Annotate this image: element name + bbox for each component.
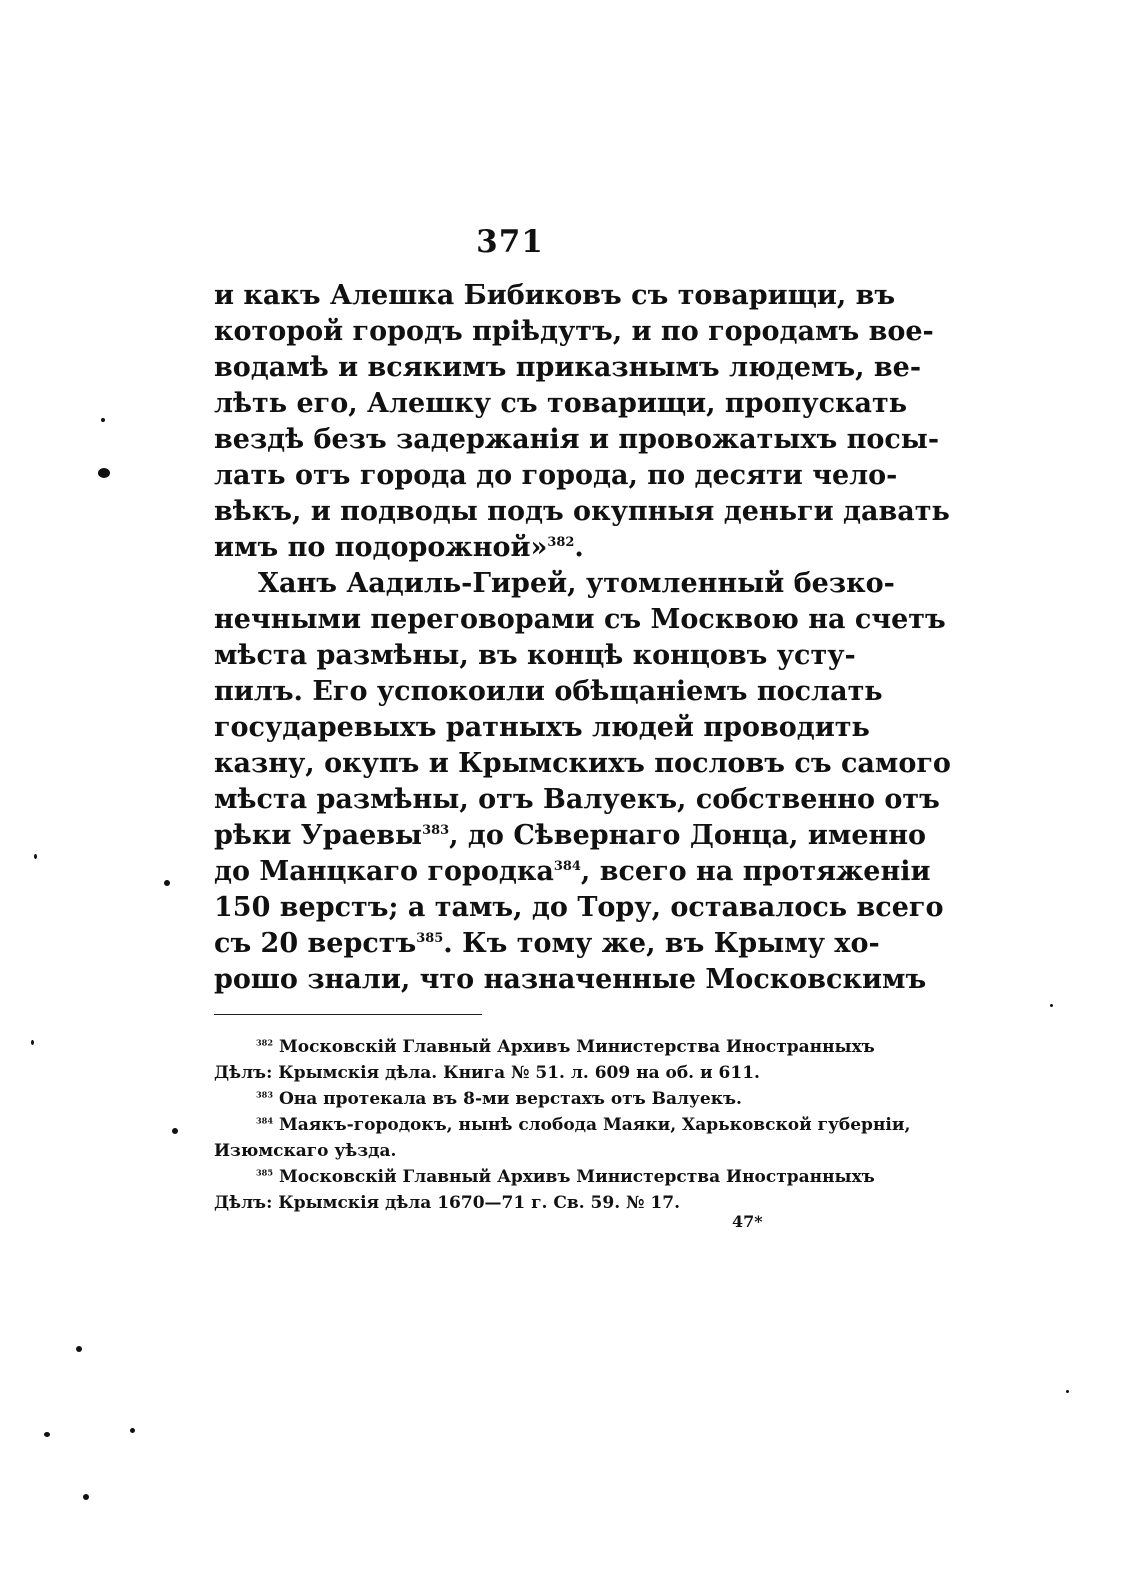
text-line: рошо знали, что назначенные Московскимъ xyxy=(214,964,927,995)
scan-speck xyxy=(130,1428,135,1433)
footnote-ref-383: 383 xyxy=(422,823,450,838)
footnote-mark: 383 xyxy=(256,1089,274,1100)
footnote-text: Московскiй Главный Архивъ Министерства Иностранныхъ xyxy=(278,1167,875,1187)
text-segment: , всего на протяженiи xyxy=(580,856,931,887)
main-text xyxy=(214,278,951,998)
text-segment: до Манцкаго городка xyxy=(214,856,554,887)
text-line: и какъ Алешка Бибиковъ съ товарищи, въ xyxy=(214,280,896,311)
footnote-text: Дѣлъ: Крымскiя дѣла 1670—71 г. Св. 59. № 17. xyxy=(214,1193,681,1213)
footnote-text: Она протекала въ 8-ми верстахъ отъ Валуекъ. xyxy=(278,1089,742,1109)
footnote-text: Маякъ-городокъ, нынѣ слобода Маяки, Харьковской губернiи, xyxy=(278,1115,911,1135)
scan-speck xyxy=(44,1432,50,1437)
text-line: водамѣ и всякимъ приказнымъ людемъ, ве- xyxy=(214,352,922,383)
text-line: мѣста размѣны, въ концѣ концовъ усту- xyxy=(214,640,856,671)
footnote-382 xyxy=(214,1034,875,1060)
footnote-text: Московскiй Главный Архивъ Министерства Иностранныхъ xyxy=(278,1037,875,1057)
footnote-ref-384: 384 xyxy=(553,859,581,874)
text-line: нечными переговорами съ Москвою на счетъ xyxy=(214,604,946,635)
text-line: пилъ. Его успокоили обѣщанiемъ послать xyxy=(214,676,883,707)
scan-speck xyxy=(83,1494,89,1500)
scan-speck xyxy=(31,1040,34,1045)
scan-speck xyxy=(1066,1390,1069,1393)
text-line: которой городъ прiѣдутъ, и по городамъ вое- xyxy=(214,316,934,347)
text-segment: . xyxy=(574,532,584,563)
footnote-mark: 382 xyxy=(256,1037,274,1048)
text-segment: , до Сѣвернаго Донца, именно xyxy=(449,820,927,851)
footnote-divider xyxy=(214,1014,482,1015)
scan-speck xyxy=(34,854,37,859)
page-number: 371 xyxy=(476,224,544,260)
text-segment: . Къ тому же, въ Крыму хо- xyxy=(443,928,880,959)
text-line: государевыхъ ратныхъ людей проводить xyxy=(214,712,870,743)
footnote-text: Дѣлъ: Крымскiя дѣла. Книга № 51. л. 609 на об. и 611. xyxy=(214,1063,760,1083)
text-segment: рѣки Ураевы xyxy=(214,820,423,851)
footnote-ref-382: 382 xyxy=(547,535,575,550)
footnotes xyxy=(214,1034,911,1216)
text-line: вѣкъ, и подводы подъ окупныя деньги давать xyxy=(214,496,950,527)
text-line xyxy=(214,818,927,854)
text-line xyxy=(214,854,931,890)
footnote-ref-385: 385 xyxy=(416,931,444,946)
text-line: казну, окупъ и Крымскихъ пословъ съ самого xyxy=(214,748,951,779)
printers-signature: 47* xyxy=(732,1212,763,1231)
scan-speck xyxy=(172,1128,178,1134)
text-line: вездѣ безъ задержанiя и провожатыхъ посы- xyxy=(214,424,940,455)
scan-speck xyxy=(1050,1004,1053,1007)
text-line: лать отъ города до города, по десяти чело- xyxy=(214,460,898,491)
text-segment: съ 20 верстъ xyxy=(214,928,417,959)
text-line xyxy=(214,530,802,566)
scan-speck xyxy=(101,418,105,422)
text-line: 150 верстъ; а тамъ, до Тору, оставалось всего xyxy=(214,892,944,923)
scan-speck xyxy=(98,468,110,478)
footnote-mark: 385 xyxy=(256,1167,274,1178)
scan-speck xyxy=(76,1346,82,1352)
text-line: лѣть его, Алешку съ товарищи, пропускать xyxy=(214,388,908,419)
text-line: мѣста размѣны, отъ Валуекъ, собственно отъ xyxy=(214,784,940,815)
footnote-383 xyxy=(214,1086,804,1112)
text-segment: имъ по подорожной» xyxy=(214,532,548,563)
footnote-385 xyxy=(214,1164,875,1190)
text-line xyxy=(214,926,880,962)
footnote-text: Изюмскаго уѣзда. xyxy=(214,1141,397,1161)
scan-speck xyxy=(164,880,170,886)
text-line: Ханъ Аадиль-Гирей, утомленный безко- xyxy=(258,568,895,599)
footnote-384 xyxy=(214,1112,911,1138)
footnote-mark: 384 xyxy=(256,1115,274,1126)
